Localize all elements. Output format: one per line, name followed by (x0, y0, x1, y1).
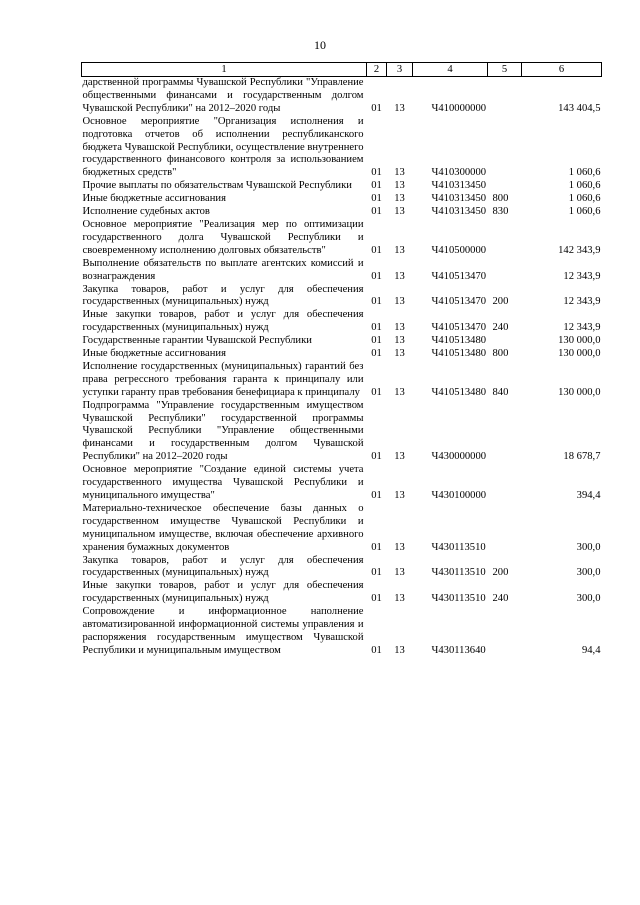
row-target-article: Ч410513470 (431, 270, 487, 282)
row-name: Государственные гарантии Чувашской Республики (82, 335, 312, 347)
row-expense-type: 200 (492, 567, 509, 579)
row-section: 01 (371, 490, 382, 501)
row-name: Иные закупки товаров, работ и услуг для обеспечения государственных (муниципальных) нужд (82, 309, 364, 334)
row-subsection: 13 (394, 644, 405, 656)
table-row (82, 348, 602, 361)
row-expense-type (488, 335, 522, 348)
row-subsection: 13 (394, 244, 405, 256)
row-name: Исполнение государственных (муниципальных) гарантий без права регрессного требования гаранта к принципалу или уступки гаранту прав требования бенефициара к принципалу (82, 360, 364, 398)
row-section: 01 (371, 102, 382, 114)
row-amount: 94,4 (581, 644, 601, 656)
row-name: Иные бюджетные ассигнования (82, 348, 226, 360)
table-row (82, 361, 602, 400)
row-subsection: 13 (394, 322, 405, 334)
row-name: Материально-техническое обеспечение базы данных о государственном имуществе Чувашской Республики и муниципальном имуществе, включая обеспечение архивного хранения бумажных документов (82, 502, 364, 553)
header-col-6: 6 (522, 63, 602, 77)
row-name: Исполнение судебных актов (82, 206, 210, 218)
header-col-5: 5 (488, 63, 522, 77)
row-name: Основное мероприятие "Организация исполнения и подготовка отчетов об исполнении республиканского бюджета Чувашской Республики, осуществление внутреннего государственного финансового контроля за использованием бюджетных средств" (82, 115, 364, 179)
row-subsection: 13 (394, 102, 405, 114)
row-section: 01 (371, 541, 382, 553)
row-expense-type (488, 503, 522, 555)
row-subsection: 13 (394, 386, 405, 398)
row-amount: 130 000,0 (558, 386, 601, 398)
row-name: Выполнение обязательств по выплате агентских комиссий и вознаграждения (82, 257, 364, 282)
table-row (82, 606, 602, 658)
row-expense-type: 200 (492, 296, 509, 308)
row-target-article: Ч410313450 (431, 206, 487, 218)
row-section: 01 (371, 322, 382, 334)
row-amount: 300,0 (576, 593, 601, 605)
table-row (82, 580, 602, 606)
row-amount: 1 060,6 (568, 193, 601, 205)
row-expense-type (488, 77, 522, 116)
row-amount: 130 000,0 (558, 335, 601, 347)
row-name: дарственной программы Чувашской Республики "Управление общественными финансами и государственным долгом Чувашской Республики" на 2012–2020 годы (82, 77, 364, 114)
row-subsection: 13 (394, 593, 405, 605)
row-target-article: Ч430100000 (431, 490, 487, 501)
header-col-4: 4 (413, 63, 488, 77)
row-name: Иные закупки товаров, работ и услуг для обеспечения государственных (муниципальных) нужд (82, 580, 364, 605)
row-target-article: Ч410300000 (431, 167, 487, 179)
row-name: Подпрограмма "Управление государственным имуществом Чувашской Республики" государственной программы Чувашской Республики "Управление общественными финансами и государственным долгом Чувашской Республики" на 2012–2020 годы (82, 399, 364, 463)
row-section: 01 (371, 644, 382, 656)
table-row (82, 219, 602, 258)
row-name: Основное мероприятие "Реализация мер по оптимизации государственного долга Чувашской Республики и своевременному исполнению долговых обязательств" (82, 218, 364, 256)
table-row (82, 309, 602, 335)
budget-table (81, 62, 602, 658)
row-name: Закупка товаров, работ и услуг для обеспечения государственных (муниципальных) нужд (82, 283, 364, 308)
row-section: 01 (371, 270, 382, 282)
table-row (82, 555, 602, 581)
row-amount: 300,0 (576, 567, 601, 579)
table-row (82, 284, 602, 310)
row-expense-type: 840 (492, 386, 509, 398)
table-row (82, 116, 602, 181)
row-subsection: 13 (394, 296, 405, 308)
row-amount: 12 343,9 (563, 296, 601, 308)
row-expense-type (488, 606, 522, 658)
row-name: Основное мероприятие "Создание единой системы учета государственного имущества Чувашской Республики и муниципального имущества" (82, 464, 364, 501)
row-expense-type (488, 116, 522, 181)
row-section: 01 (371, 386, 382, 398)
header-col-3: 3 (387, 63, 413, 77)
row-subsection: 13 (394, 567, 405, 579)
row-subsection: 13 (394, 490, 405, 501)
header-row (82, 63, 602, 77)
row-section: 01 (371, 180, 382, 192)
table-row (82, 180, 602, 193)
table-row (82, 206, 602, 219)
table-row (82, 77, 602, 116)
page-number: 10 (314, 38, 326, 52)
table-row (82, 464, 602, 503)
row-target-article: Ч410500000 (431, 244, 487, 256)
row-target-article: Ч430113510 (431, 541, 486, 553)
row-section: 01 (371, 451, 382, 463)
row-subsection: 13 (394, 270, 405, 282)
row-target-article: Ч410513480 (431, 335, 487, 347)
row-expense-type (488, 464, 522, 503)
row-amount: 1 060,6 (568, 206, 601, 218)
row-amount: 394,4 (576, 490, 601, 501)
row-expense-type (488, 258, 522, 284)
row-name: Сопровождение и информационное наполнение автоматизированной информационной системы управления и распоряжения государственным имуществом Чувашской Республики и муниципальным имуществом (82, 606, 364, 656)
table-header (82, 63, 602, 77)
row-target-article: Ч410313450 (431, 180, 487, 192)
row-section: 01 (371, 567, 382, 579)
row-target-article: Ч430113640 (431, 644, 486, 656)
header-col-2: 2 (367, 63, 387, 77)
row-amount: 1 060,6 (568, 180, 601, 192)
table-row (82, 335, 602, 348)
row-name: Прочие выплаты по обязательствам Чувашской Республики (82, 180, 352, 192)
row-target-article: Ч410513480 (431, 386, 487, 398)
row-subsection: 13 (394, 335, 405, 347)
row-expense-type: 800 (492, 193, 509, 205)
header-col-1: 1 (82, 63, 367, 77)
row-target-article: Ч410000000 (431, 102, 487, 114)
row-target-article: Ч410513480 (431, 348, 487, 360)
row-amount: 130 000,0 (558, 348, 601, 360)
table-row (82, 503, 602, 555)
row-amount: 18 678,7 (563, 451, 601, 463)
table-body (82, 77, 602, 658)
row-target-article: Ч410313450 (431, 193, 487, 205)
table-row (82, 193, 602, 206)
row-target-article: Ч430113510 (431, 593, 486, 605)
row-expense-type (488, 400, 522, 465)
row-section: 01 (371, 244, 382, 256)
row-target-article: Ч410513470 (431, 296, 487, 308)
row-name: Иные бюджетные ассигнования (82, 193, 226, 205)
row-section: 01 (371, 335, 382, 347)
row-target-article: Ч430113510 (431, 567, 486, 579)
row-amount: 1 060,6 (568, 167, 601, 179)
row-subsection: 13 (394, 206, 405, 218)
row-subsection: 13 (394, 180, 405, 192)
row-subsection: 13 (394, 193, 405, 205)
row-expense-type: 830 (492, 206, 509, 218)
row-subsection: 13 (394, 541, 405, 553)
row-subsection: 13 (394, 451, 405, 463)
row-expense-type: 800 (492, 348, 509, 360)
row-amount: 12 343,9 (563, 270, 601, 282)
table-row (82, 400, 602, 465)
row-section: 01 (371, 296, 382, 308)
row-amount: 142 343,9 (558, 244, 601, 256)
row-subsection: 13 (394, 167, 405, 179)
row-section: 01 (371, 348, 382, 360)
row-subsection: 13 (394, 348, 405, 360)
row-name: Закупка товаров, работ и услуг для обеспечения государственных (муниципальных) нужд (82, 554, 364, 579)
row-section: 01 (371, 593, 382, 605)
row-section: 01 (371, 193, 382, 205)
row-expense-type: 240 (492, 322, 509, 334)
row-target-article: Ч410513470 (431, 322, 487, 334)
table-row (82, 258, 602, 284)
row-expense-type (488, 219, 522, 258)
row-amount: 143 404,5 (558, 102, 601, 114)
row-section: 01 (371, 206, 382, 218)
row-amount: 12 343,9 (563, 322, 601, 334)
row-expense-type (488, 180, 522, 193)
row-target-article: Ч430000000 (431, 451, 487, 463)
row-expense-type: 240 (492, 593, 509, 605)
row-section: 01 (371, 167, 382, 179)
row-amount: 300,0 (576, 541, 601, 553)
